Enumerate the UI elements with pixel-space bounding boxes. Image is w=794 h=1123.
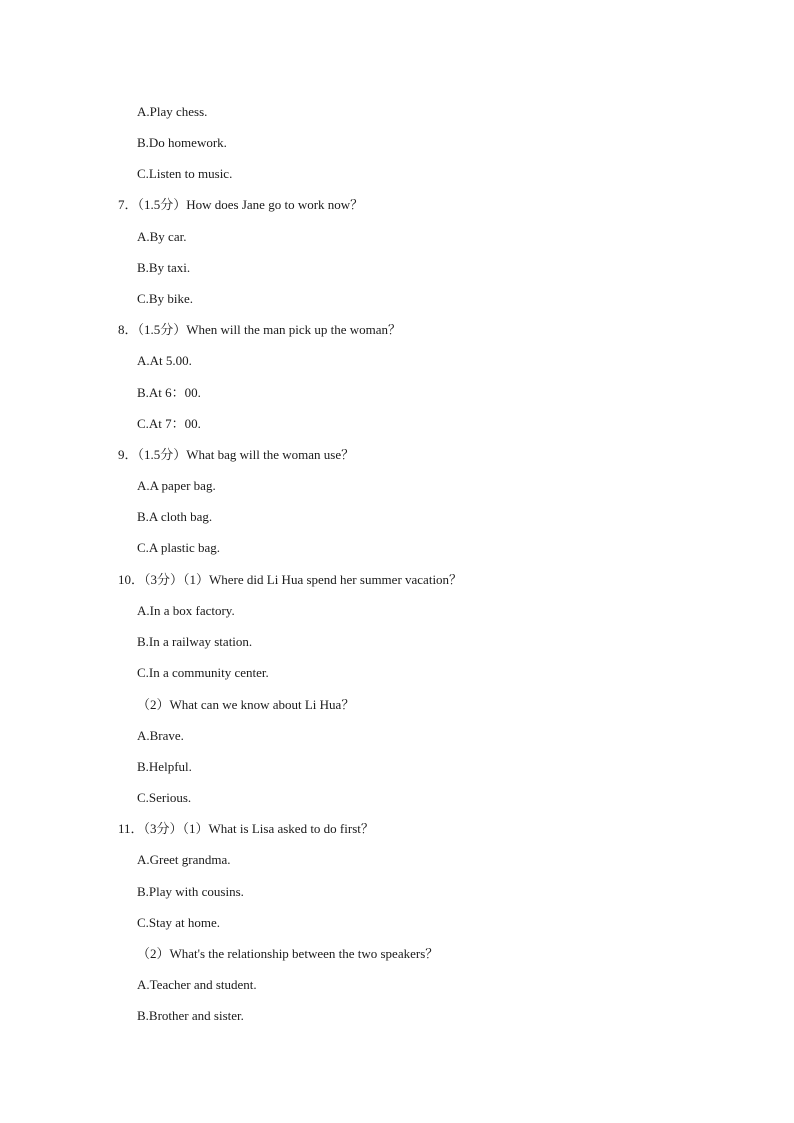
option-line: C.A plastic bag. — [137, 540, 221, 555]
question-line: 8．（1.5分）When will the man pick up the woman？ — [118, 322, 402, 337]
option-line: A.A paper bag. — [137, 478, 216, 493]
option-line: C.At 7：00. — [137, 416, 201, 431]
option-line: C.In a community center. — [137, 665, 269, 680]
option-line: B.At 6：00. — [137, 385, 201, 400]
subquestion-line: （2）What's the relationship between the two speakers？ — [137, 946, 439, 961]
question-line: 10．（3分）（1）Where did Li Hua spend her summer vacation？ — [118, 572, 463, 587]
question-line: 7．（1.5分）How does Jane go to work now？ — [118, 197, 364, 212]
option-line: B.By taxi. — [137, 260, 191, 275]
option-line: A.By car. — [137, 229, 187, 244]
option-line: B.Helpful. — [137, 759, 192, 774]
option-line: B.Brother and sister. — [137, 1008, 244, 1023]
option-line: B.Play with cousins. — [137, 884, 244, 899]
option-line: A.Teacher and student. — [137, 977, 257, 992]
option-line: C.Stay at home. — [137, 915, 221, 930]
option-line: A.At 5.00. — [137, 353, 192, 368]
option-line: C.By bike. — [137, 291, 193, 306]
option-line: A.In a box factory. — [137, 603, 235, 618]
option-line: B.In a railway station. — [137, 634, 253, 649]
option-line: B.Do homework. — [137, 135, 227, 150]
option-line: A.Greet grandma. — [137, 852, 231, 867]
option-line: C.Listen to music. — [137, 166, 233, 181]
option-line: A.Play chess. — [137, 104, 208, 119]
question-line: 11．（3分）（1）What is Lisa asked to do first？ — [118, 821, 374, 836]
option-line: A.Brave. — [137, 728, 184, 743]
question-line: 9．（1.5分）What bag will the woman use？ — [118, 447, 355, 462]
option-line: C.Serious. — [137, 790, 192, 805]
subquestion-line: （2）What can we know about Li Hua？ — [137, 697, 355, 712]
option-line: B.A cloth bag. — [137, 509, 213, 524]
